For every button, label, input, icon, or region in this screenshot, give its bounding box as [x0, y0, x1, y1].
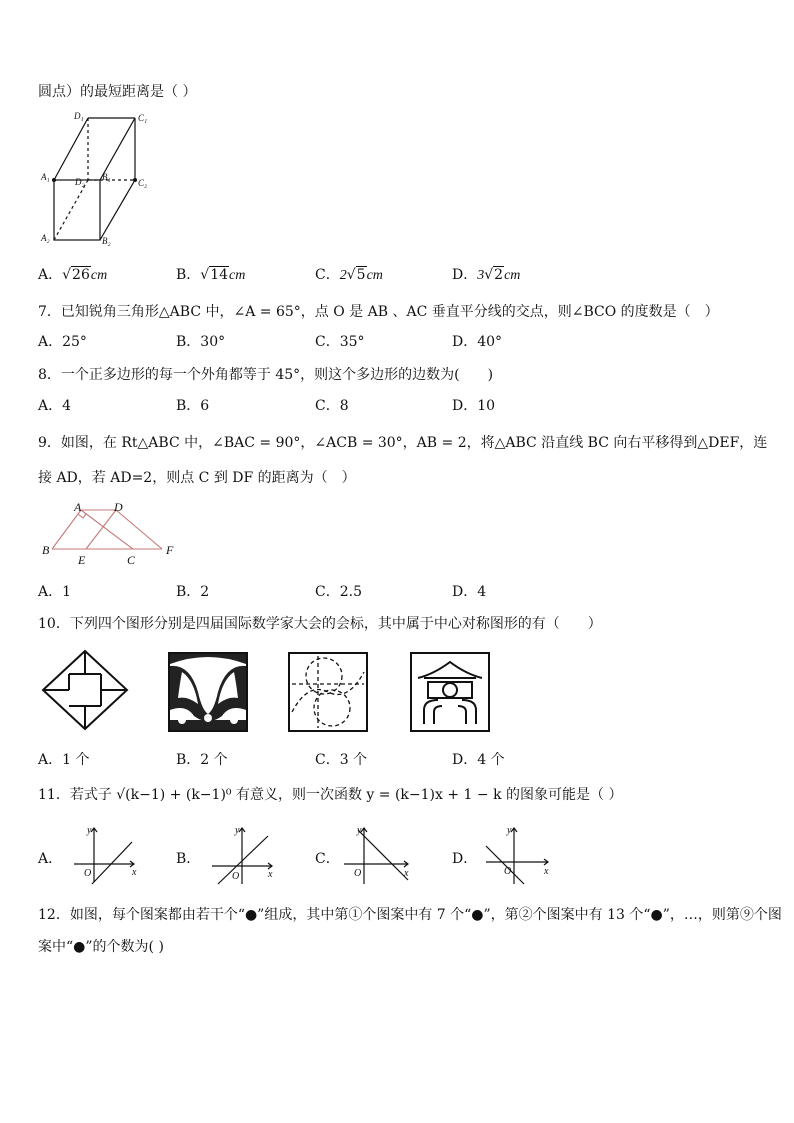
- q10-option-d[interactable]: D．4 个: [452, 752, 505, 768]
- svg-text:O: O: [232, 871, 240, 882]
- q9-text-line1: 9．如图，在 Rt△ABC 中，∠BAC = 90°，∠ACB = 30°，AB = 2，将△ABC 沿直线 BC 向右平移得到△DEF，连: [38, 435, 768, 451]
- congress-logo-1: [40, 648, 130, 732]
- label-C: C: [127, 553, 136, 567]
- q6-option-a[interactable]: A．√26cm: [38, 267, 108, 283]
- q11-option-d[interactable]: D．: [452, 851, 478, 867]
- q8-option-c[interactable]: C．8: [315, 398, 349, 414]
- svg-text:y: y: [357, 825, 362, 836]
- q7-option-d[interactable]: D．40°: [452, 334, 503, 350]
- congress-logo-2: [168, 652, 248, 732]
- q7-option-b[interactable]: B．30°: [176, 334, 226, 350]
- q10-option-b[interactable]: B．2 个: [176, 752, 228, 768]
- q11-option-c[interactable]: C．: [315, 851, 340, 867]
- label-F: F: [166, 543, 174, 557]
- label-D2: D₂: [75, 177, 85, 187]
- q9-option-a[interactable]: A．1: [38, 584, 72, 600]
- svg-text:O: O: [84, 868, 92, 879]
- svg-text:x: x: [404, 868, 409, 879]
- svg-text:x: x: [544, 866, 549, 877]
- label-A2: A₂: [41, 233, 50, 243]
- congress-logo-3: [288, 652, 368, 732]
- q6-option-d[interactable]: D．3√2cm: [452, 267, 521, 283]
- label-D1: D₁: [74, 111, 84, 121]
- q11-text: 11．若式子 √(k−1) + (k−1)⁰ 有意义，则一次函数 y = (k−1)x + 1 − k 的图象可能是（ ）: [38, 787, 623, 803]
- q9-text-line2: 接 AD，若 AD=2，则点 C 到 DF 的距离为（ ）: [38, 470, 356, 486]
- q10-option-c[interactable]: C．3 个: [315, 752, 368, 768]
- q8-option-a[interactable]: A．4: [38, 398, 72, 414]
- svg-text:y: y: [507, 825, 512, 836]
- label-B1: B₁: [102, 172, 111, 182]
- q11-graph-a: [70, 822, 142, 886]
- label-B2: B₂: [102, 236, 111, 246]
- label-A: A: [74, 500, 82, 514]
- svg-text:O: O: [504, 866, 512, 877]
- q11-graph-c: [338, 822, 414, 886]
- q11-option-b[interactable]: B．: [176, 851, 201, 867]
- label-A1: A₁: [41, 172, 50, 182]
- q11-option-a[interactable]: A．: [38, 851, 63, 867]
- q8-option-b[interactable]: B．6: [176, 398, 210, 414]
- svg-text:y: y: [87, 825, 92, 836]
- q9-option-b[interactable]: B．2: [176, 584, 210, 600]
- congress-logo-4: [410, 652, 490, 732]
- q11-graph-b: [208, 822, 280, 886]
- q7-option-a[interactable]: A．25°: [38, 334, 87, 350]
- svg-text:y: y: [235, 825, 240, 836]
- q8-text: 8．一个正多边形的每一个外角都等于 45°，则这个多边形的边数为( ): [38, 367, 494, 383]
- label-C2: C₂: [138, 178, 148, 188]
- q9-figure: [38, 500, 188, 568]
- label-C1: C₁: [138, 113, 148, 123]
- label-B: B: [42, 543, 50, 557]
- q6-option-b[interactable]: B．√14cm: [176, 267, 246, 283]
- q12-text-line2: 案中“●”的个数为( ): [38, 939, 164, 955]
- q9-option-d[interactable]: D．4: [452, 584, 487, 600]
- svg-text:x: x: [132, 867, 137, 878]
- label-E: E: [78, 553, 86, 567]
- label-D: D: [114, 500, 123, 514]
- svg-text:x: x: [268, 869, 273, 880]
- q6-option-c[interactable]: C．2√5cm: [315, 267, 383, 283]
- q6-text: 圆点）的最短距离是（ ）: [38, 84, 197, 100]
- q7-text: 7．已知锐角三角形△ABC 中，∠A = 65°，点 O 是 AB 、AC 垂直平分线的交点，则∠BCO 的度数是（ ）: [38, 304, 719, 320]
- q10-text: 10．下列四个图形分别是四届国际数学家大会的会标，其中属于中心对称图形的有（ ）: [38, 616, 602, 632]
- q9-option-c[interactable]: C．2.5: [315, 584, 362, 600]
- svg-text:O: O: [354, 868, 362, 879]
- q10-option-a[interactable]: A．1 个: [38, 752, 90, 768]
- q11-graph-d: [480, 822, 560, 886]
- q12-text-line1: 12．如图，每个图案都由若干个“●”组成，其中第①个图案中有 7 个“●”，第②个图案中有 13 个“●”，…，则第⑨个图: [38, 907, 782, 923]
- cuboid-figure: [38, 108, 158, 250]
- q8-option-d[interactable]: D．10: [452, 398, 496, 414]
- q7-option-c[interactable]: C．35°: [315, 334, 365, 350]
